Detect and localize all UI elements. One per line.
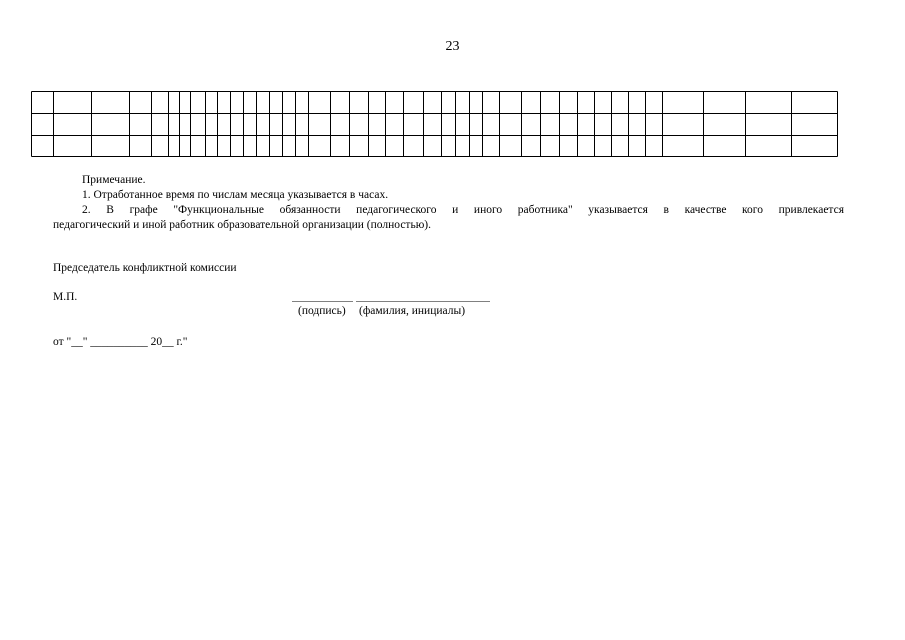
note-item-1: 1. Отработанное время по числам месяца указывается в часах. [82,189,389,201]
date-line: от "__" __________ 20__ г." [53,336,188,348]
name-caption: (фамилия, инициалы) [359,305,466,317]
note-item-2-line-1: 2. В графе "Функциональные обязанности педагогического и иного работника" указывается в качестве кого привлекается [82,204,844,216]
page-number: 23 [445,39,460,54]
timesheet-table [31,91,839,157]
signature-caption: (подпись) [298,305,346,317]
timesheet-grid [31,91,839,157]
name-line [356,301,490,302]
notes-heading: Примечание. [82,174,146,186]
chairman-label: Председатель конфликтной комиссии [53,262,237,274]
notes-section [53,173,844,233]
note-item-2-line-2: педагогический и иной работник образовательной организации (полностью). [53,219,431,231]
stamp-label: М.П. [53,291,78,303]
signature-line [292,301,353,302]
